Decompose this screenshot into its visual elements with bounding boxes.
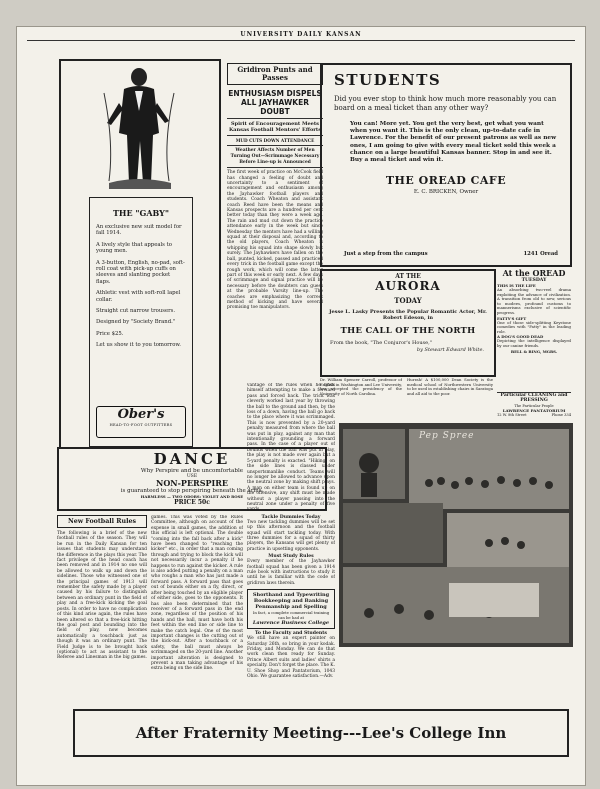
students-title: STUDENTS <box>334 71 442 89</box>
aurora-at: AT THE <box>395 273 421 280</box>
tackle-dummies-text: Two new tackling dummies will be set up this afternoon and the football squad will start tackling today. With three dummies for a squad of thirty players, the Kansans will get plenty of practice in upsetting opponents. <box>247 519 335 552</box>
students-question: Did you ever stop to think how much more reasonably you can board on a meal ticket than any other way? <box>334 95 557 112</box>
lees-college-inn-text: After Fraternity Meeting---Lee's College Inn <box>135 724 507 742</box>
cleaning-title: Particular CLEANING and PRESSING <box>500 393 568 404</box>
aurora-presents: Jesse L. Lasky Presents the Popular Romantic Actor, Mr. Robert Edeson, in <box>329 309 487 322</box>
gaby-line-3: A 3-button, English, no-pad, soft-roll coat with pick-up cuffs on sleeves and slanting pocket flaps. <box>96 259 185 285</box>
cleaning-phone: Phone 334 <box>551 412 571 417</box>
oread-cafe-ad <box>320 63 572 267</box>
dance-line-1: Why Perspire and be uncomfortable <box>140 468 244 474</box>
gaby-line-6: Designed by "Society Brand." <box>96 319 176 326</box>
gridiron-body: The first week of practice on McCook field has changed a feeling of doubt and uncertainty to a sentiment of encouragement and enthusiasm among the Jayhawker football players and students. Coach Wheaton and assistant coach Reed have been the means and Kansas prospects are a hundred per cent better today than they were a week ago. The rain and mud cut down the practice attendance early in the week but since Wednesday the mentors have had a willing squad at their disposal and, according to the old players, Coach Wheaton is whipping his squad into shape slowly but surely. The Jayhawkers have fallen on the ball, punted, kicked, passed and practiced every trick in the football game except the rough work, which will come the latter part of this week or early next. A few days of scrimmage and signal practice will be necessary before the doubters can guess at the probable Varsity line-up. The coaches are emphasizing the correct method of kicking and have several promising toe manipulators. <box>227 170 323 311</box>
faculty-students-heading: To the Faculty and Students <box>255 631 327 637</box>
gaby-price: Price $25. <box>96 330 124 337</box>
pantatorium-ad <box>497 392 571 423</box>
aurora-theatre-ad <box>320 269 496 377</box>
notice-dean-society <box>407 378 493 414</box>
gridiron-title: Gridiron Punts and Passes <box>227 63 323 85</box>
faculty-students-text: We still have an expert painter on Saturday 26th, so bring in your kodak. Friday, and Monday. We can do that work clean then ready for Sunday. Prince Albert suits and ladies' shirts a specialty. Don't forget the place. The K. U. Shoe Shop and Pantatorium, 1043 Ohio. We guarantee satisfaction.—Adv. <box>247 636 335 680</box>
business-college-heading: Shorthand and Typewriting Bookkeeping and Banking Penmanship and Spelling <box>252 592 330 611</box>
oread-theatre-column <box>497 269 571 389</box>
students-body: You can! More yet. You get the very best, get what you want when you want it. This is the only clean, up-to-date cafe in Lawrence. For the benefit of our present patrons as well as new ones, I am going to give with every meal ticket sold this week a chance on a large beautiful Kansas banner. Stop in and see it. Buy a meal ticket and win it. <box>350 121 557 164</box>
dance-line-4: is guaranteed to stop perspiring beneath the arms. <box>120 488 264 494</box>
gaby-line-1: An exclusive new suit model for fall 1914. <box>96 224 182 237</box>
dance-line-5: HARMLESS — TWO ODORS: VIOLET AND ROSE <box>140 494 244 499</box>
oread-theatre-day: TUESDAY <box>521 278 547 283</box>
dance-price: PRICE 50c <box>174 499 210 506</box>
oread-theatre-title: At the OREAD <box>502 269 566 278</box>
notice-dean-society-text: Hurrah! A $100,000 Dean Society is the medical school of Northwestern University to be used in establishing chairs in Saratoga and all aid to the poor. <box>407 378 493 396</box>
photo-collage <box>339 423 573 647</box>
oread-theatre-film-3: A DOG'S GOOD DEAD <box>497 334 544 340</box>
gridiron-headline: ENTHUSIASM DISPELS ALL JAYHAWKER DOUBT <box>228 89 322 116</box>
oread-theatre-managers: BELL & BING, MGRS. <box>510 348 558 354</box>
masthead: UNIVERSITY DAILY KANSAN <box>240 31 362 38</box>
oread-cafe-name: THE OREAD CAFE <box>385 174 507 188</box>
gaby-line-4: Athletic vest with soft-roll lapel collar. <box>96 290 181 303</box>
obers-logo-text: Ober's <box>117 407 165 422</box>
dance-title: DANCE <box>153 450 231 468</box>
aurora-today: TODAY <box>394 296 422 305</box>
study-rules-text: Every member of the Jayhawker football squad has been given a 1914 rule book with instructions to study it until he is familiar with the code of gridiron laws therein. <box>247 559 335 586</box>
business-college-sub: In fact, a complete commercial training can be had at <box>252 610 330 621</box>
gridiron-subhead-2: MUD CUTS DOWN ATTENDANCE <box>235 138 315 144</box>
oread-theatre-film-2: FATTY'S GIFT <box>497 315 527 321</box>
dance-product: NON-PERSPIRE <box>156 478 228 488</box>
football-rules-col-1 <box>57 515 147 715</box>
aurora-from: From the book, "The Conjuror's House," <box>330 339 432 346</box>
gaby-title: THE "GABY" <box>112 208 170 218</box>
cleaning-address: 12 W. 8th Street <box>497 412 527 417</box>
tackle-dummies-heading: Tackle Dummies Today <box>261 514 321 520</box>
oread-cafe-address-left: Just a step from the campus <box>344 251 428 257</box>
lees-college-inn-banner <box>73 709 569 757</box>
gaby-line-2: A lively style that appeals to young men. <box>96 241 172 255</box>
business-college-ad <box>247 589 335 629</box>
gaby-line-5: Straight cut narrow trousers. <box>96 308 176 315</box>
gridiron-subhead-3: Weather Affects Number of Men Turning Out—Scrimmage Necessary Before Line-up is Announced <box>230 148 320 165</box>
photo-caption: Pep Spree <box>419 431 475 441</box>
newspaper-page <box>16 26 586 786</box>
oread-theatre-film-1: THIS IS THE LIFE <box>497 283 536 288</box>
oread-cafe-owner: E. C. BRICKEN, Owner <box>413 189 479 196</box>
gridiron-column <box>227 63 323 379</box>
obers-logo <box>96 406 186 438</box>
obers-logo-sub: HEAD-TO-FOOT OUTFITTERS <box>109 423 173 427</box>
aurora-by: by Stewart Edward White. <box>416 346 484 353</box>
middle-column <box>247 383 335 717</box>
oread-theatre-body-1: An absorbing two-reel drama exploiting the advance of civilization. A transition from old to new, serious to modern, profound customs to mannerisms exclusive of scientific progress. <box>497 287 571 315</box>
rules-continued-text: vantage of the rules when he finds himself attempting to make a forward pass and forced back. The trick was cleverly worked last year by throwing the ball to the ground and then, by the loss of a down, having the ball go back to the place where it was scrimmaged. This is now prevented by a 20-yard penalty measured from where the ball was put in play, against any man that intentionally grounding a forward pass. In the case of a player out of bounds when the ball was put in play, the play is not made over again but a 5-yard penalty is exacted. "Hiking" on the side lines is classed under unsportsmanlike conduct. Teams will no longer be allowed to advance upon the neutral zone by making shift plays. A man on either team is found up on the offensive, any shift must be made without a player passing into the neutral zone under a penalty of five yards. <box>247 383 335 513</box>
oread-cafe-address-right: 1241 Oread <box>523 251 558 257</box>
notice-carroll-text: Dr. William Spencer Carroll, professor of English in Washington and Lee University, has accepted the presidency of the University of North Carolina. <box>320 378 402 396</box>
aurora-name: AURORA <box>375 279 441 293</box>
football-rules-text-2: games. This was voted by the Rules Committee, although on account of the expense in small games, the addition of this official is left optional. The double "coming into the fall back after a kick" have been changed to "reaching the kicker" etc., in order that a man coming through and trying to block the kick will not necessarily incur a penalty if he happens to run against the kicker. A rule is also added putting a penalty on a man who roughs a man who has just made a forward pass. A forward pass that goes out of bounds either on a fly, direct, or after being touched by an eligible player of either side, goes to the opponents. It has also been determined that the receiver of a forward pass in the end zone, regardless of the position of his hands and the ball, must have both his feet within the end line or side line to make the catch legal. One of the most important changes is the cutting out of the kick-out. After a touchback or a safety, the ball must always be scrimmaged on the 20-yard line. Another important alteration is designed to prevent a man taking advantage of his extra being on the side line. <box>151 515 243 672</box>
man-in-suit-illustration <box>99 63 179 191</box>
cleaning-name: LAWRENCE PANTATORIUM <box>502 407 566 413</box>
football-rules-col-2 <box>151 515 243 715</box>
cleaning-sub: The Particular People <box>514 403 554 408</box>
study-rules-heading: Must Study Rules <box>268 554 314 560</box>
business-college-name: Lawrence Business College <box>252 620 330 627</box>
aurora-film-title: THE CALL OF THE NORTH <box>340 325 476 336</box>
pep-spree-photo <box>339 423 573 647</box>
oread-theatre-body-3: Depicting the intelligence displayed by our canine friends. <box>497 338 571 348</box>
dance-line-2: USE <box>186 474 198 479</box>
gridiron-subhead-1: Spirit of Encouragement Meets Kansas Football Mentors' Efforts <box>228 121 322 134</box>
obers-gaby-ad <box>59 59 221 449</box>
football-rules-title: New Football Rules <box>57 515 147 528</box>
gaby-line-8: Let us show it to you tomorrow. <box>96 342 181 349</box>
football-rules-text-1: The following is a brief of the new football rules of the season. They will be run in the Daily Kansan for ten issues that students may understand the difference in the plays this year. The fact privilege of the head coach has been removed and in 1914 no one will be allowed to walk up and down the sidelines. Those who witnessed one of the principal games of 1913 will remember the safety made by a player caused by his failure to distinguish between an ordinary punt in the field of play and a free-kick kicking the goal posts. In order to have no complication of this kind arise again, the rules have been altered so that a free-kick hitting the goal post and bounding into the field of play, now becomes automatically a touchback just as though it was an ordinary punt. The Field Judge is to be brought back (optional) to act as assistant to the Referee and Linesman in the big games. <box>57 531 147 661</box>
oread-theatre-body-2: One of those side-splitting Keystone comedies with "Fatty" in the leading role. <box>497 319 571 334</box>
